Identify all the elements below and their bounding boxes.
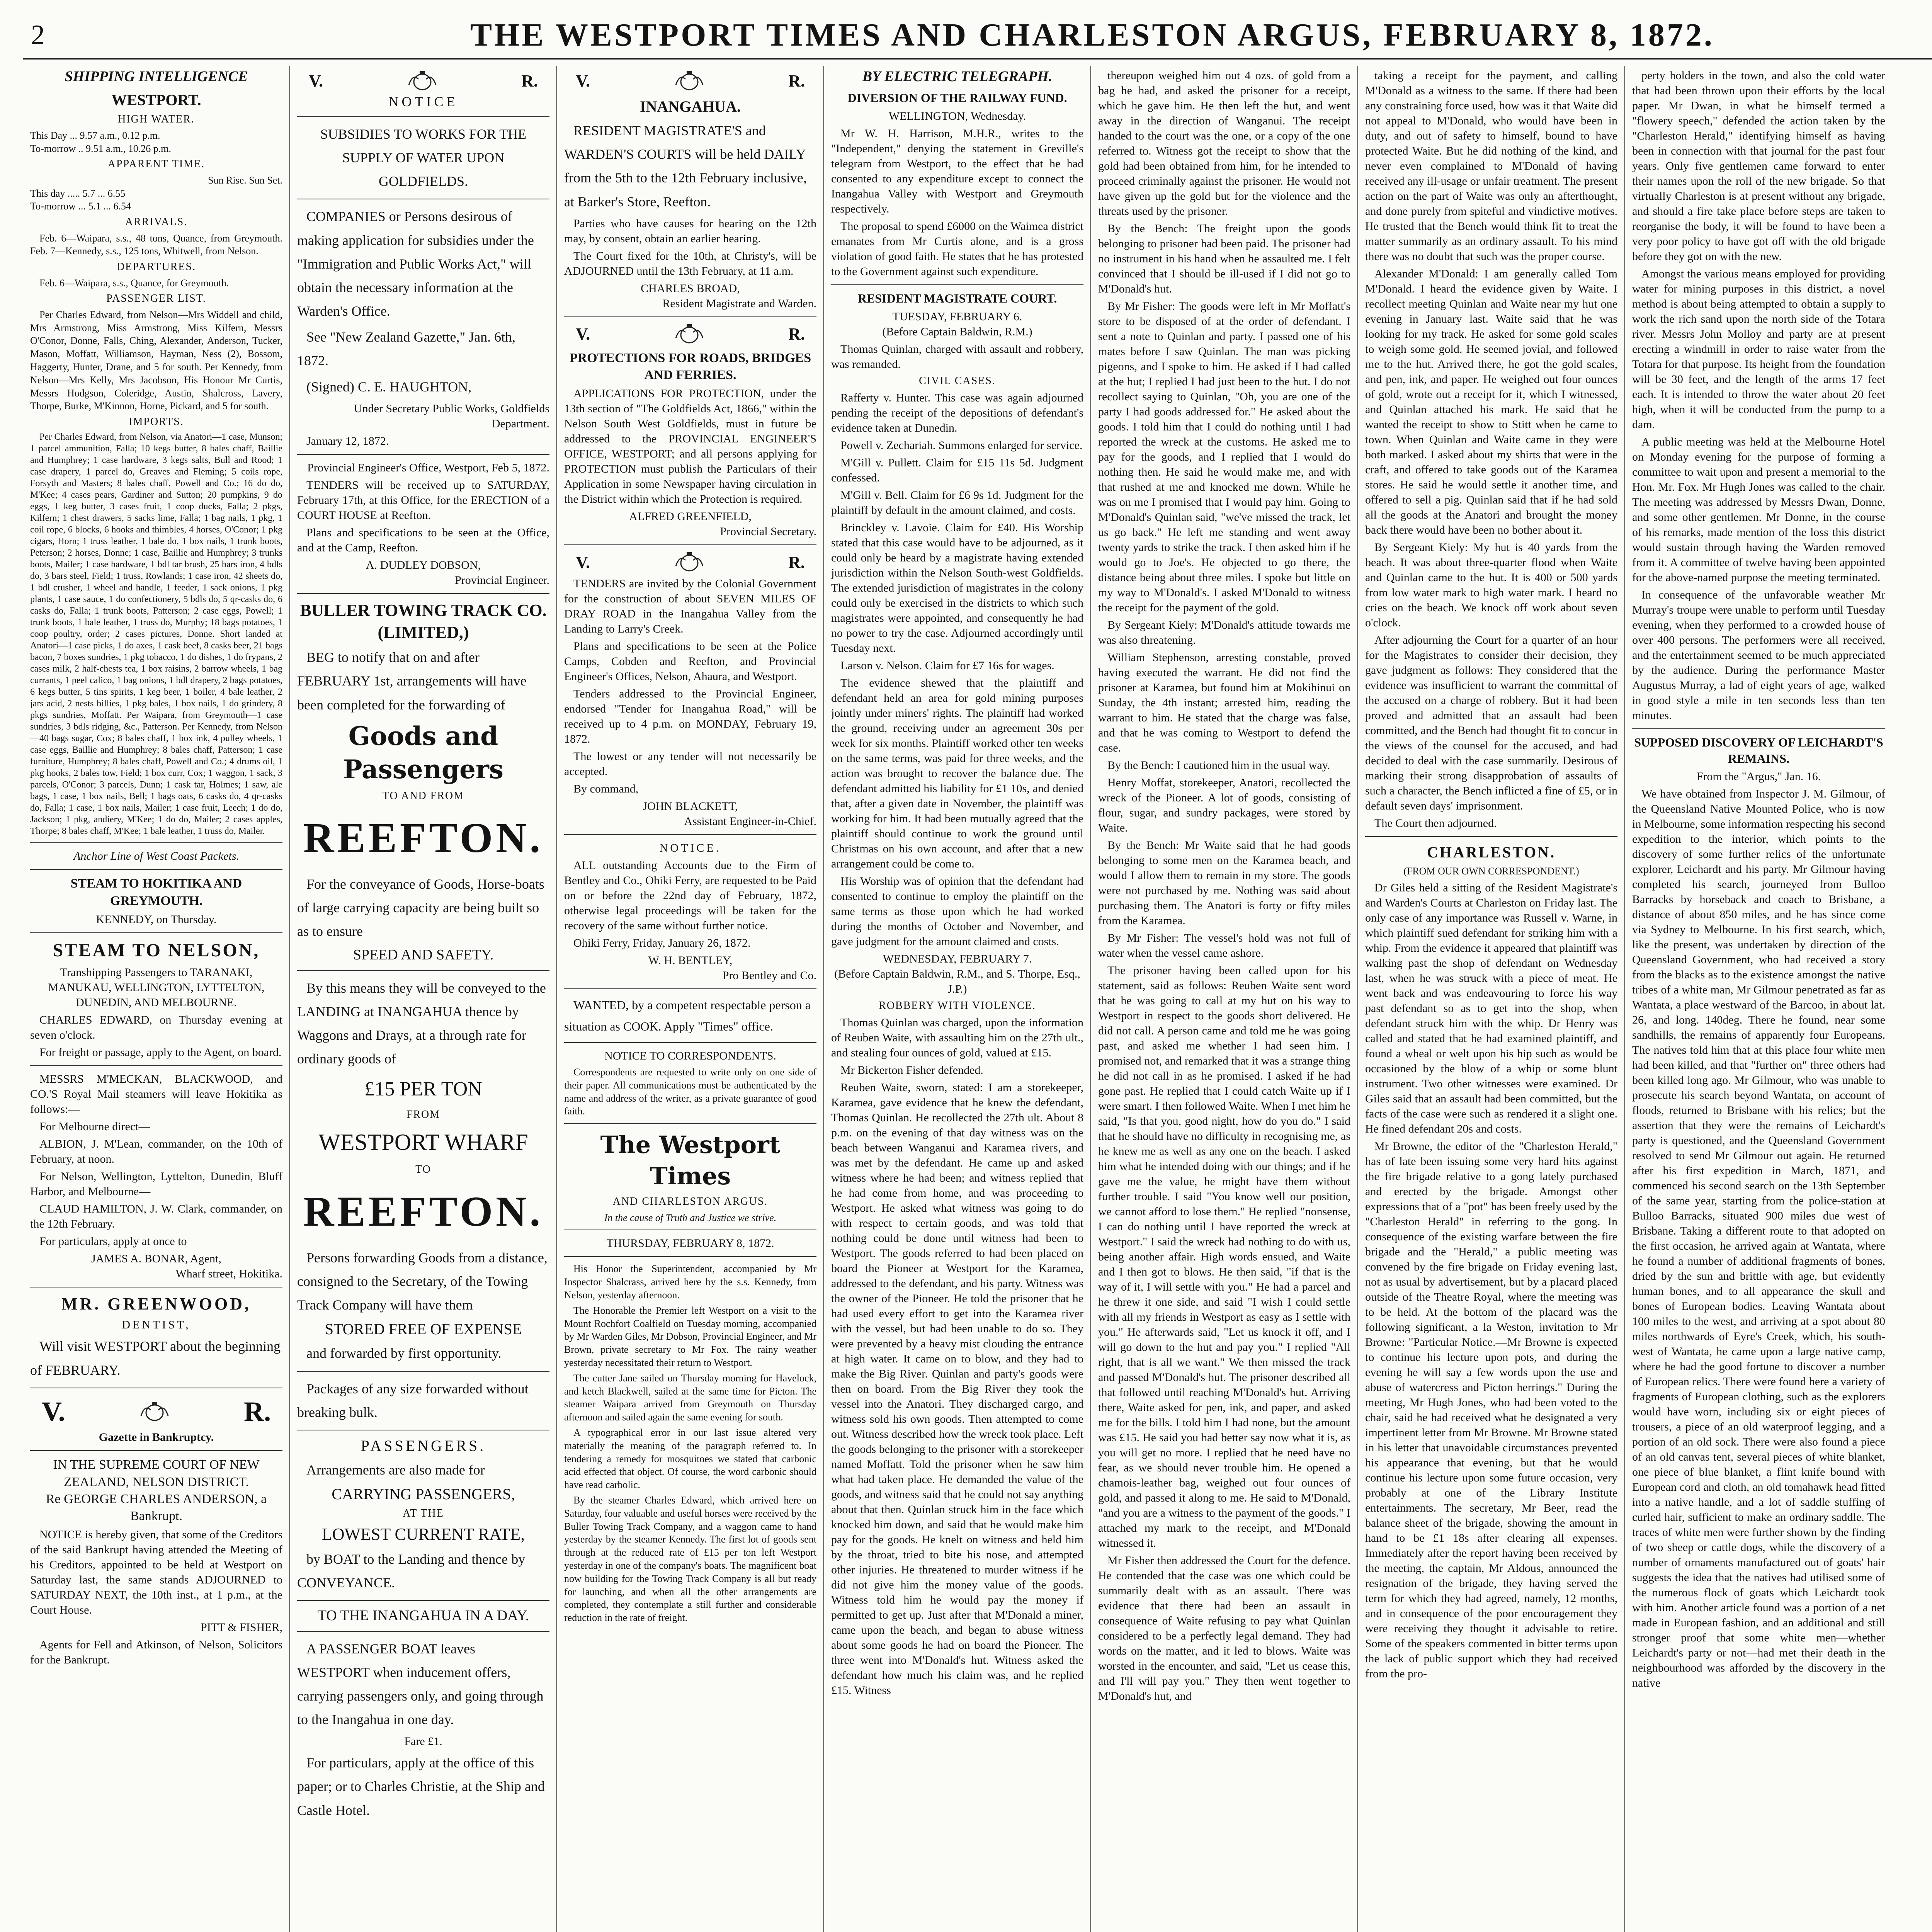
notice-heading: NOTICE <box>388 94 458 109</box>
royal-crest-banner <box>576 70 805 93</box>
wanted-ad: WANTED, by a competent respectable person a situation as COOK. Apply "Times" office. <box>564 998 811 1033</box>
r-letter: R. <box>244 1396 271 1427</box>
divider <box>564 1256 816 1257</box>
divider <box>30 842 282 843</box>
passengers-heading: PASSENGERS. <box>361 1437 486 1454</box>
leichardt-paragraph: We have obtained from Inspector J. M. Gilmour, of the Queensland Native Mounted Police, who is now in Melbourne, some information respecting his second expedition to the interior, which points to the discovery of some further relics of the unfortunate explorer, Leichardt and his party. Mr Gilmour having completed his search, journeyed from Bulloo Barracks by horseback and coach to Brisbane, a distance of about 850 miles, and he has since come via Sydney to Melbourne. In his first search, which, like the present, was undertaken by direction of the Queensland Government, who had received a story from the blacks as to the existence amongst the native tribes of a white man, Mr Gilmour penetrated as far as Wantata, a place westward of the Barcoo, in about lat. 26, and long. 140deg. There he found, near some sandhills, the remains of apparently four Europeans. The natives told him that at this place four white men had been killed, and that "further on" three others had been killed long ago. Mr Gilmour, who was unable to prosecute his search beyond Wantata, on account of floods, returned to Brisbane with his relics; but the assertion that they were the remains of Leichardt's party is questioned, and the Queensland Government resolved to send Mr Gilmour out again. He returned after his first expedition in March, 1871, and commenced his second search on the 13th September of the same year, starting from the police-station at Bulloo Barracks, situated 900 miles due west of Brisbane. Taking a different route to that adopted on the first occasion, he arrived again at Wantata, where he found a number of additional fragments of bones, dried by the sun and brittle with age, but evidently human bones, and to all appearance the skull and bones of European bodies. Leaving Wantata about 100 miles to the west, and arriving at a spot about 80 miles northwards of Eyre's Creek, which, his south-west of Wantata, he came upon a large native camp, where he had the good fortune to discover a number of European relics. There were found here a variety of fragments of European clothing, such as the explorers would have worn, including six or eight pieces of trousers, a piece of an old waterproof legging, and a portion of an old sock. There were also found a piece of an old canvas tent, several pieces of white blanket, one piece of blue blanket, a flint knife bound with European cord and cloth, an old tomahawk head fitted into a native handle, and a lot of saddle stuffing of curled hair, sufficient to make an ordinary saddle. The traces of white men were further shown by the finding of two sheep or cattle dogs, while the discovery of a number of ornaments manufactured out of goats' hair suggests the idea that the natives had utilised some of the numerous flock of goats which Leichardt took with him. Another article found was a portion of a net made in European fashion, and an additional and still stronger proof that some white men—whether Leichardt's party or not—had met their death in the neighbourhood was afforded by the discovery in the native <box>1632 787 1885 1690</box>
blackett-name: JOHN BLACKETT, <box>643 800 738 813</box>
by-boat-text: by BOAT to the Landing and thence by CONVEYANCE. <box>297 1551 526 1590</box>
court-report: By Mr Fisher: The vessel's hold was not full of water when the vessel came ashore. <box>1098 932 1350 959</box>
agent-address: Wharf street, Hokitika. <box>175 1267 282 1281</box>
reefton-heading-2: REEFTON. <box>303 1187 544 1235</box>
passenger-list-heading: PASSENGER LIST. <box>106 293 206 305</box>
apparent-time-heading: APPARENT TIME. <box>107 158 205 170</box>
court-report: The prisoner having been called upon for his statement, said as follows: Reuben Waite sent word that he was going to call at my hut on his way to Westport in respect to the goods short delivered. He did not call. A person came and told me he was going past, and asked me whether I had seen him. I promised not, and remarked that it was a strange thing he did not call in as he promised. I asked if he had gone past. He replied that I could catch Waite up if I were smart. I then followed Waite. When I met him he said, "Is that you, good night, how do you do." I said that he should have no difficulty in recognising me, as he knew me as well as any one on the beach. I asked him what he intended doing with our things; and if he gave me the value, he might have them without further trouble. I said "You know well our position, we cannot afford to lose them." He replied "nonsense, I can do nothing until I have reported the wreck at Westport." I said the wreck had nothing to do with us, being another affair. High words ensued, and Waite and I then got to blows. He then said, "if that is the way of it, I will settle with you." He had a parcel and he threw it one side, and said "I wish I could settle with all my friends in Westport as easy as I settle with you." He afterwards said, "Let us knock it off, and I will go down to the hut and pay you." I replied "All right, that is all we want." We then missed the track and passed M'Donald's hut. The prisoner described all that followed until reaching M'Donald's hut. Arriving there, Waite asked for pen, ink, and paper, and asked me for the bills. I told him I had none, but the amount was £15. He said you had better say now what it is, as you will get no more. I replied that he need have no fear, as we should never trouble him. He opened a chamois-leather bag, weighed out four ounces of gold, and passed it along to me. He said to M'Donald, "and you are a witness to the payment of the goods." I attached my mark to the receipt, and M'Donald witnessed it. <box>1098 964 1350 1549</box>
civil-cases-heading: CIVIL CASES. <box>919 374 996 387</box>
divider <box>297 1371 549 1372</box>
sun-today: This day ..... 5.7 ... 6.55 <box>30 187 126 199</box>
editorial-paragraph: The cutter Jane sailed on Thursday morning for Havelock, and ketch Blackwell, sailed at the same time for Picton. The steamer Waipara arrived from Greymouth on Thursday afternoon and sailed again the same evening for south. <box>564 1372 816 1423</box>
court-bench: (Before Captain Baldwin, R.M.) <box>882 325 1032 338</box>
fare: Fare £1. <box>404 1735 442 1748</box>
telegraph-paragraph: Mr W. H. Harrison, M.H.R., writes to the "Independent," denying the statement in Greville's telegram from Westport, to the effect that he had consented to any expenditure except to connect the Inangahua Valley with Westport and Greymouth respectively. <box>831 127 1083 215</box>
v-letter: V. <box>576 553 590 572</box>
court-report: Mr Bickerton Fisher defended. <box>840 1064 983 1077</box>
charleston-paragraph: Dr Giles held a sitting of the Resident Magistrate's and Warden's Courts at Charleston on Friday last. The only case of any importance was Russell v. Warne, in which plaintiff sued defendant for striking him with a whip. From the evidence it appeared that plaintiff was walking past the shop of defendant on Wednesday last, when he was struck with a piece of meat. He went back and was endeavouring to force his way past defendant so as to get into the shop, when defendant struck him with the whip. Dr Henry was called and stated that he had examined plaintiff, and found a wheal or welt upon his hip such as would be occasioned by the blow of a whip or some blunt instrument. Two other witnesses were examined. Dr Giles said that an assault had been committed, but the facts of the case were such as rendered it a slight one. He fined defendant 20s and costs. <box>1365 881 1617 1135</box>
by-command: By command, <box>573 782 639 796</box>
divider <box>564 834 816 835</box>
broad-name: CHARLES BROAD, <box>641 282 740 295</box>
speed-safety: SPEED AND SAFETY. <box>353 947 494 963</box>
divider <box>1632 728 1885 729</box>
column-court-continued <box>1091 66 1358 1932</box>
greenfield-name: ALFRED GREENFIELD, <box>629 510 752 523</box>
paper-subtitle: AND CHARLESTON ARGUS. <box>612 1196 768 1208</box>
bankruptcy-notice: NOTICE is hereby given, that some of the Creditors of the said Bankrupt having attended the Meeting of his Creditors, appointed to be held at Westport on Saturday last, the same stands ADJOURNED to SATURDAY NEXT, the 10th inst., at 1 p.m., at the Court House. <box>30 1528 282 1617</box>
court-house-tenders: TENDERS will be received up to SATURDAY, February 17th, at this Office, for the ERECTION of a COURT HOUSE at Reefton. <box>297 478 549 522</box>
divider <box>564 544 816 545</box>
divider <box>297 593 549 594</box>
departures-heading: DEPARTURES. <box>116 261 196 273</box>
passenger-list-text: Per Charles Edward, from Nelson—Mrs Widdell and child, Mrs Armstrong, Miss Armstrong, Miss Kilfern, Messrs O'Conor, Donne, Falls, Ching, Alexander, Anderson, Tucker, Mason, Moffatt, Williamson, Hayman, Ness (2), Bossom, Haggerty, Hunter, Drane, and 5 for south. Per Kennedy, from Nelson—Mrs Kelly, Mrs Jacobson, His Honour Mr Curtis, Messrs Hodgson, Coleridge, Austin, Shalcross, Lavery, Thorpe, Burke, M'Kinnon, Horne, Pickard, and 5 for south. <box>30 309 282 412</box>
court-report: By Mr Fisher: The goods were left in Mr Moffatt's store to be disposed of at the order of defendant. I sent a note to Quinlan and party. I passed one of his mates before I saw Quinlan. The man was picking pigeons, and I spoke to him. He asked if I had called at the hut; I replied I had just been to the hut. I do not recollect saying to Quinlan, "Oh, you are one of the party I had goods addressed for." He asked about the goods. I told him that I could do nothing until I had reported the wreck at the customs. He asked me to pay for the goods, and I replied that I would do nothing then. He said he would make me, and with that rushed at me and knocked me down. While he was on me I promised that I would pay him. Going to M'Donald's Quinlan said, "we've missed the track, let us go back." He left me standing and went away twenty yards to strike the track. I then asked him if he would go to Joe's. He objected to go there, the distance being about three miles. I spoke but little on my way to M'Donald's. I asked M'Donald to witness the receipt for the payment of the gold. <box>1098 300 1350 614</box>
court-report: M'Gill v. Bell. Claim for £6 9s 1d. Judgment for the plaintiff by default in the amount claimed, and costs. <box>831 488 1083 517</box>
robbery-heading: ROBBERY WITH VIOLENCE. <box>879 999 1036 1012</box>
engineer-office: Provincial Engineer's Office, Westport, Feb 5, 1872. <box>307 461 549 474</box>
stored-free: STORED FREE OF EXPENSE <box>325 1320 522 1338</box>
section-shipping-intelligence: SHIPPING INTELLIGENCE <box>65 68 248 85</box>
applications-text: APPLICATIONS FOR PROTECTION, under the 13th section of "The Goldfields Act, 1866," within the Nelson South West Goldfields, must in future be addressed to the PROVINCIAL ENGINEER'S OFFICE, WESTPORT; and all persons applying for PROTECTION must publish the Particulars of their Application in some Newspaper having circulation in the District within which the Protection is required. <box>564 387 816 506</box>
signed-by: (Signed) C. E. HAUGHTON, <box>306 379 472 395</box>
paper-nameplate: The Westport Times <box>600 1131 781 1190</box>
divider <box>831 284 1083 285</box>
r-letter: R. <box>788 71 805 91</box>
editorial-paragraph: His Honor the Superintendent, accompanied by Mr Inspector Shalcrass, arrived here by the s.s. Kennedy, from Nelson, yesterday afternoon. <box>564 1263 816 1301</box>
plans-text: Plans and specifications to be seen at the Office, and at the Camp, Reefton. <box>297 526 549 554</box>
imports-text: Per Charles Edward, from Nelson, via Anatori—1 case, Munson; 1 parcel ammunition, Falla; 10 kegs butter, 8 bales chaff, Baillie and Humphrey; 1 case hardware, 3 kegs salts, Bull and Rood; 1 case drapery, 1 parcel do, Greaves and Fleming; 5 coils rope, Forsyth and Masters; 8 bales chaff, Powell and Co.; 16 do do, M'Kee; 4 cases pears, Gardiner and Sutton; 20 pumpkins, 9 do eggs, 1 keg butter, 3 cases fruit, 1 coop ducks, Falla; 2 pkgs, Kilfern; 1 chest drawers, 5 sacks lime, Falla; 1 bag nails, 1 pkg, 1 coil rope, 6 blocks, 6 hooks and thimbles, 4 horses, O'Conor; 1 pkg cigars, Horn; 1 truss leather, 1 bale do, 1 box nails, 1 trunk boots, Peterson; 2 horses, Donne; 1 case, Baillie and Humphrey; 3 trunks boots, Mailer; 1 case hardware, 1 bdl tar brush, 25 bars iron, 4 bdls do, 3 bars steel, Field; 1 truss, Rowlands; 1 case iron, 42 sheets do, 1 bdl crusher, 1 wheel and handle, 1 feeder, 1 sack onions, 1 pkg plants, 1 case sauce, 1 do confectionery, 5 bdls do, 5 qr-casks do, 6 casks do, Falla; 1 trunk boots, Patterson; 2 case eggs, Powell; 1 trunk boots, 1 bale leather, 1 truss do, Murphy; 18 bags potatoes, 1 coop poultry, order; 2 cases pictures, Donne. Short landed at Anatori—1 case picks, 1 do axes, 1 cask beef, 8 casks beer, 21 bags bacon, 7 boxes sundries, 1 pkg tobacco, 1 do dishes, 1 do frypans, 2 cases milk, 2 half-chests tea, 1 box raisins, 2 barrow wheels, 1 bag currants, 1 peel calico, 1 bag onions, 1 bdl drapery, 2 bags potatoes, 6 kegs butter, 5 tins spirits, 1 keg beer, 1 boiler, 4 bale leather, 2 jars acid, 2 nests billies, 1 pkg bales, 1 box nails, 1 do grindery, 8 pkgs sundries, Moffatt. Per Waipara, from Greymouth—1 case sundries, 3 bdls ridging, &c., Patterson. Per Kennedy, from Nelson—40 bags sugar, Cox; 8 bales chaff, 1 box ink, 4 pulley wheels, 1 case eggs, Baillie and Humphrey; 8 bales chaff, Patterson; 1 case furniture, Humphrey; 8 bales chaff, Powell and Co.; 4 drums oil, 1 pkg hooks, 2 bales tow, Field; 1 box curr, Cox; 1 waggon, 1 sack, 3 parcels, O'Conor; 3 parcels, Dunn; 1 cask tar, Holmes; 1 saw, ale bags, 1 case, 1 box nails, Bell; 1 bags oats, 6 casks do, 4 qr-casks do, Falla; 1 case, 1 box nails, Mailer; 1 case fruit, Leech; 1 do do, Jackson; 1 pkg, andiery, M'Kee; 1 do do, Mailer; 2 cases apples, Thorpe; 8 bales chaff, M'Kee; 1 bale leather, 1 truss do, Mailer. <box>30 432 282 837</box>
electric-telegraph-heading: BY ELECTRIC TELEGRAPH. <box>862 68 1053 85</box>
divider <box>30 869 282 870</box>
divider <box>297 116 549 117</box>
broad-title: Resident Magistrate and Warden. <box>662 297 816 310</box>
court-report: Larson v. Nelson. Claim for £7 16s for wages. <box>840 659 1054 672</box>
correspondents-text: Correspondents are requested to write only on one side of their paper. All communications must be authenticated by the name and address of the writer, as a private guarantee of good faith. <box>564 1066 816 1117</box>
column-charleston <box>1358 66 1625 1932</box>
divider <box>30 1065 282 1066</box>
arrivals-text: Feb. 6—Waipara, s.s., 48 tons, Quance, from Greymouth. Feb. 7—Kennedy, s.s., 125 tons, Whitwell, from Nelson. <box>30 232 282 257</box>
railway-fund-heading: DIVERSION OF THE RAILWAY FUND. <box>847 91 1067 105</box>
inangahua-heading: INANGAHUA. <box>639 98 741 115</box>
charleston-paragraph: A public meeting was held at the Melbourne Hotel on Monday evening for the purpose of forming a committee to wait upon and present a memorial to the Hon. Mr. Fox. Mr Hugh Jones was called to the chair. The meeting was addressed by Messrs Dwan, Donne, and some other gentlemen. Mr Donne, in the course of his remarks, made mention of the loss this district would sustain through having the Warden removed from it. A committee of twelve having been appointed for the above-named purpose the meeting terminated. <box>1632 435 1885 584</box>
particulars-text: For particulars, apply at the office of this paper; or to Charles Christie, at the Ship and Castle Hotel. <box>297 1755 545 1818</box>
at-the: AT THE <box>403 1507 444 1520</box>
court-report: His Worship was of opinion that the defendant had consented to continue to employ the plaintiff on the same terms as those upon which he had worked during the months of October and November, and gave judgment for the amount claimed and costs. <box>831 874 1083 948</box>
v-letter: V. <box>42 1396 65 1427</box>
court-report: By Sergeant Kiely: My hut is 40 yards from the beach. It was about three-quarter flood when Waite and Quinlan came to the hut. It is 400 or 500 yards from low water mark to high water mark. I heard no cries on the beach. We knock off work about seven o'clock. <box>1365 541 1617 629</box>
gazette-heading: Gazette in Bankruptcy. <box>99 1431 214 1444</box>
notice-heading: NOTICE. <box>659 842 721 855</box>
column-notices <box>290 66 557 1932</box>
royal-crest-icon <box>137 1400 172 1423</box>
court-heading: IN THE SUPREME COURT OF NEW ZEALAND, NELSON DISTRICT. <box>53 1458 260 1489</box>
solicitors-name: PITT & FISHER, <box>201 1621 282 1634</box>
court-report: The Court then adjourned. <box>1374 817 1497 830</box>
correspondents-heading: NOTICE TO CORRESPONDENTS. <box>604 1049 776 1062</box>
dobson-name: A. DUDLEY DOBSON, <box>366 558 481 571</box>
place-heading: WESTPORT. <box>111 91 201 109</box>
court-report: Mr Fisher then addressed the Court for the defence. He contended that the case was one which could be summarily dealt with as an assault. There was evidence that there had been an assault in consequence of Waite refusing to pay what Quinlan considered to be a perfectly legal demand. They had words on the matter, and it led to blows. Waite was worsted in the encounter, and said, "Let us cease this, and I'll will pay you." They then went together to M'Donald's hut, and <box>1098 1554 1350 1702</box>
dateline: WELLINGTON, Wednesday. <box>888 109 1026 122</box>
royal-crest-icon <box>672 70 707 93</box>
court-report: Alexander M'Donald: I am generally called Tom M'Donald. I heard the evidence given by Waite. I recollect meeting Quinlan and Waite near my hut one evening in January last. Waite said that he was looking for my track. He asked for some gold scales to weigh some gold. He seemed jovial, and followed me to the hut. Arrived there, he got the gold scales, and pen, ink, and paper. He weighed out four ounces of gold, wrote out a receipt for it, which I witnessed, and Quinlan attached his mark. He said that he wanted the receipt to show to Stitt when he came to town. When Quinlan and Waite came in they were both marked. I asked about my shirts that were in the craft, and offered to take goods out of the Karamea stores. He said he would settle it another time, and offered to sell a pig. Quinlan said that if he had sold all the goods at the Anatori and brought the money back there would have been no bother about it. <box>1365 267 1617 536</box>
divider <box>564 1042 816 1043</box>
solicitors-text: Agents for Fell and Atkinson, of Nelson, Solicitors for the Bankrupt. <box>30 1638 282 1667</box>
charles-edward-sailing: CHARLES EDWARD, on Thursday evening at seven o'clock. <box>30 1014 282 1042</box>
v-letter: V. <box>576 325 590 344</box>
royal-crest-banner <box>42 1394 271 1430</box>
court-date: TUESDAY, FEBRUARY 6. <box>892 310 1022 323</box>
v-letter: V. <box>576 71 590 91</box>
price-per-ton: £15 PER TON <box>364 1078 482 1100</box>
telegraph-paragraph: The proposal to spend £6000 on the Waimea district emanates from Mr Curtis alone, and is a gross violation of good faith. He states that he has protested to the Government against such expenditure. <box>831 219 1083 278</box>
column-leichardt <box>1625 66 1892 1932</box>
mckean-notice: MESSRS M'MECKAN, BLACKWOOD, and CO.'S Royal Mail steamers will leave Hokitika as follows:— <box>30 1073 282 1116</box>
blackett-title: Assistant Engineer-in-Chief. <box>684 815 816 828</box>
argus-source: From the "Argus," Jan. 16. <box>1696 770 1821 783</box>
visit-text: Will visit WESTPORT about the beginning of FEBRUARY. <box>30 1338 281 1378</box>
conveyance-text: For the conveyance of Goods, Horse-boats of large carrying capacity are being built so as to ensure <box>297 876 544 939</box>
accounts-notice: ALL outstanding Accounts due to the Firm of Bentley and Co., Ohiki Ferry, are requested to be Paid on or before the 22nd day of February, 1872, otherwise legal proceedings will be taken for the recovery of the same without further notice. <box>564 859 816 932</box>
court-report: thereupon weighed him out 4 ozs. of gold from a bag he had, and asked the prisoner for a receipt, which he gave him. He then left the hut, and went away in the direction of Wanganui. The receipt handed to the court was the one, or a copy of the one referred to. Witness got the receipt to show that the gold had been obtained from him, for he intended to proceed criminally against the prisoner. He would not have given up the gold but for the violence and the threats used by the prisoner. <box>1098 69 1350 218</box>
court-report: By Sergeant Kiely: M'Donald's attitude towards me was also threatening. <box>1098 619 1350 646</box>
court-report: After adjourning the Court for a quarter of an hour for the Magistrates to consider their decision, they gave judgment as follows: They considered that the evidence was insufficient to warrant the committal of the accused on a charge of robbery. But it had been proved and admitted that an assault had been committed, and the Bench had thought fit to concur in the views of the counsel for the accused, and had decided to deal with the case summarily. Desirous of marking their strong disapprobation of assaults of such a character, the Bench inflicted a fine of £5, or in default seven days' imprisonment. <box>1365 634 1617 812</box>
means-text: By this means they will be conveyed to the LANDING at INANGAHUA thence by Waggons and Drays, at a through rate for ordinary goods of <box>297 980 546 1067</box>
court-report: taking a receipt for the payment, and calling M'Donald as a witness to the same. If there had been any constraining force used, how was it that Waite did not appeal to M'Donald, who would have been in duty, and out of safety to himself, bound to have protected Waite. But he did nothing of the kind, and never even complained to M'Donald of having received any ill-usage or unfair treatment. The present action on the part of Waite was only an afterthought, and done purely from spiteful and vindictive motives. He trusted that the Bench would think fit to treat the matter summarily as an ordinary assault. To his mind there was no doubt that such was the proper course. <box>1365 69 1617 263</box>
high-water-today: This Day ... 9.57 a.m., 0.12 p.m. <box>30 129 160 141</box>
editorial-paragraph: By the steamer Charles Edward, which arrived here on Saturday, four valuable and useful horses were received by the Buller Towing Track Company, and a waggon came to hand yesterday by the steamer Kennedy. The first lot of goods sent through at the reduced rate of £15 per ton left Westport yesterday in one of the company's boats. The magnificent boat now building for the Towing Track Company is all but ready for launching, and when all the other arrangements are completed, they contemplate a still further and considerable reduction in the rate of freight. <box>564 1495 816 1624</box>
greenfield-title: Provincial Secretary. <box>720 525 816 538</box>
dray-road-plans: Plans and specifications to be seen at the Police Camps, Cobden and Reefton, and Provincial Engineer's Offices, Nelson, Ahaura, and Westport. <box>564 640 816 683</box>
ohiki-date: Ohiki Ferry, Friday, January 26, 1872. <box>573 937 751 950</box>
court-report: By the Bench: Mr Waite said that he had goods belonging to some men on the Karamea beach, and would I allow them to remain in my store. The goods were not purchased by me. Nothing was said about purchasing them. The Anatori is forty or fifty miles from the Karamea. <box>1098 839 1350 927</box>
greenwood-heading: MR. GREENWOOD, <box>61 1294 251 1314</box>
lowest-tender: The lowest or any tender will not necessarily be accepted. <box>564 750 816 778</box>
divider <box>1365 836 1617 837</box>
rm-court-heading: RESIDENT MAGISTRATE COURT. <box>857 291 1057 305</box>
royal-crest-banner <box>576 323 805 346</box>
subsidies-heading: SUBSIDIES TO WORKS FOR THE SUPPLY OF WATER UPON GOLDFIELDS. <box>320 126 527 189</box>
court-report: Henry Moffat, storekeeper, Anatori, recollected the wreck of the Pioneer. A lot of goods, consisting of flour, sugar, and sundry packages, were stored by Waite. <box>1098 776 1350 834</box>
own-correspondent: (FROM OUR OWN CORRESPONDENT.) <box>1403 866 1579 877</box>
divider <box>297 970 549 971</box>
court-date: WEDNESDAY, FEBRUARY 7. <box>883 952 1032 965</box>
bentley-name: W. H. BENTLEY, <box>648 954 733 967</box>
charleston-paragraph: Mr Browne, the editor of the "Charleston Herald," has of late been issuing some very hard hits against the fire brigade relative to a gong lately purchased and erected by the brigade. Amongst other expressions that of a "pot" has been freely used by the "Charleston Herald" in referring to the gong. In consequence of the existing warfare between the fire brigade and the "Herald," a public meeting was convened by the fire brigade on Friday evening last, not as usual by advertisement, but by a placard placed outside of the Theatre Royal, where the meeting was to be held. At the bottom of the placard was the following significant, a la Weston, invitation to Mr Browne: "Particular Notice.—Mr Browne is expected to continue his lecture upon pots, and during the evening he will say a few words upon the use and abuse of watercress and Picton herrings." During the meeting, Mr Hugh Jones, who had been voted to the chair, said he had received what he designated a very impertinent letter from Mr Browne. Mr Browne stated in his letter that unavoidable circumstances prevented his appearance that evening, but that he would continue his lecture upon some future occasion, very probably at one of the Library Institute entertainments. The secretary, Mr Beer, read the balance sheet of the brigade, showing the amount in hand to be £1 18s after clearing all expenses. Immediately after the report having been received by the meeting, the captain, Mr Aldous, announced the resignation of the brigade, they having served the term for which they had agreed, namely, 12 months, and in consequence of the poor encouragement they were receiving they thought it advisable to retire. Some of the speakers commented in bitter terms upon the lack of public support which they had received from the pro- <box>1365 1139 1617 1680</box>
charleston-paragraph: perty holders in the town, and also the cold water that had been thrown upon their efforts by the local paper. Mr Dwan, in what he himself termed a "flowery speech," defended the action taken by the "Charleston Herald," identifying himself as having been in connection with that journal for the past four years. Only five gentlemen came forward to enter their names upon the roll of the new brigade. So that virtually Charleston is at present without any brigade, and should a fire take place before steps are taken to reorganise the body, it will be found to have been a very poor policy to have got off with the old brigade before they got on with the new. <box>1632 69 1885 263</box>
column-telegraph <box>824 66 1091 1932</box>
court-report: Powell v. Zechariah. Summons enlarged for service. <box>840 439 1083 452</box>
r-letter: R. <box>788 325 805 344</box>
steam-hokitika: STEAM TO HOKITIKA AND GREYMOUTH. <box>70 876 242 908</box>
court-report: Thomas Quinlan was charged, upon the information of Reuben Waite, with assaulting him on the 27th ult., and stealing four ounces of gold, valued at £15. <box>831 1016 1083 1060</box>
to-label: TO <box>415 1163 431 1176</box>
masthead <box>23 12 1932 60</box>
divider <box>297 1600 549 1601</box>
royal-crest-icon <box>672 551 707 574</box>
royal-crest-icon <box>672 323 707 346</box>
lowest-rate: LOWEST CURRENT RATE, <box>321 1524 525 1544</box>
court-report: Thomas Quinlan, charged with assault and robbery, was remanded. <box>831 342 1083 371</box>
melbourne-heading: For Melbourne direct— <box>39 1120 150 1133</box>
forwarded-text: and forwarded by first opportunity. <box>306 1345 502 1361</box>
divider <box>30 1450 282 1451</box>
from-label: FROM <box>406 1109 440 1121</box>
high-water-heading: HIGH WATER. <box>118 113 195 126</box>
forwarding-text: Persons forwarding Goods from a distance, consigned to the Secretary, of the Towing Track Company will have them <box>297 1250 548 1313</box>
steam-nelson: STEAM TO NELSON, <box>53 940 260 961</box>
agent-name: JAMES A. BONAR, Agent, <box>91 1252 221 1265</box>
protections-heading: PROTECTIONS FOR ROADS, BRIDGES AND FERRIES. <box>569 350 811 382</box>
departures-text: Feb. 6—Waipara, s.s., Quance, for Greymouth. <box>39 277 229 289</box>
court-report: By the Bench: The freight upon the goods belonging to prisoner had been paid. The prisoner had no instrument in his hand when he assaulted me. I felt convinced that I should be ill-used if I did not go to M'Donald's hut. <box>1098 222 1350 295</box>
v-letter: V. <box>309 71 323 91</box>
sun-header: Sun Rise. Sun Set. <box>208 174 282 186</box>
goods-passengers-heading: Goods and Passengers <box>343 721 503 784</box>
issue-date: THURSDAY, FEBRUARY 8, 1872. <box>606 1237 774 1250</box>
passenger-boat-text: A PASSENGER BOAT leaves WESTPORT when inducement offers, carrying passengers only, and going through to the Inangahua in one day. <box>297 1641 544 1728</box>
leichardt-heading: SUPPOSED DISCOVERY OF LEICHARDT'S REMAINS. <box>1634 735 1883 765</box>
court-report: Rafferty v. Hunter. This case was again adjourned pending the receipt of the depositions of defendant's evidence taken at Dunedin. <box>831 391 1083 434</box>
bankrupt-name: Re GEORGE CHARLES ANDERSON, a Bankrupt. <box>46 1492 267 1523</box>
royal-crest-icon <box>405 70 440 93</box>
court-report: William Stephenson, arresting constable, proved having executed the warrant. He did not find the prisoner at Karamea, but found him at Mokihinui on Sunday, the 4th instant; arrested him, reading the warrant to him. He stated that the charge was false, and that he was coming to Westport to defend the case. <box>1098 651 1350 754</box>
divider <box>564 1123 816 1124</box>
editorial-paragraph: A typographical error in our last issue altered very materially the meaning of the paragraph referred to. In tendering a remedy for mosquitoes we stated that carbonic acid effected that object. Of course, the word carbonic should have read carbolic. <box>564 1427 816 1491</box>
r-letter: R. <box>788 553 805 572</box>
court-report: Brinckley v. Lavoie. Claim for £40. His Worship stated that this case would have to be adjourned, as it could only be heard by a magistrate having extended jurisdiction within the Nelson South-west Goldfields. The extended jurisdiction of magistrates in the colony could only be exercised in the districts to which such magistrates were appointed, and consequently he had no power to try the case. Adjourned accordingly until Tuesday next. <box>831 521 1083 655</box>
companies-text: COMPANIES or Persons desirous of making application for subsidies under the "Immigration and Public Works Act," will obtain the necessary information at the Warden's Office. <box>297 209 534 319</box>
page-title: THE WESTPORT TIMES AND CHARLESTON ARGUS, FEBRUARY 8, 1872. <box>470 17 1714 53</box>
court-report: The evidence shewed that the plaintiff and defendant held an area for gold mining purposes jointly under miners' rights. The plaintiff had worked the ground, receiving under an agreement 30s per week for six months. Plaintiff worked other ten weeks on the same terms, was paid for three weeks, and the action was brought to recover the balance due. The defendant admitted his liability for £1 10s, and denied that, after a given date in November, the plaintiff was working for him. It had been mutually agreed that the plaintiff should continue to work the ground until Christmas on his own account, and after that a new arrangement could be come to. <box>831 676 1083 870</box>
carrying-passengers: CARRYING PASSENGERS, <box>332 1485 515 1503</box>
arrangements-text: Arrangements are also made for <box>306 1462 485 1478</box>
claud-hamilton-sailing: CLAUD HAMILTON, J. W. Clark, commander, on the 12th February. <box>30 1202 282 1231</box>
westport-wharf: WESTPORT WHARF <box>318 1129 528 1155</box>
dray-road-tenders: TENDERS are invited by the Colonial Government for the construction of about SEVEN MILES OF DRAY ROAD in the Inangahua Valley from the Landing to Larry's Creek. <box>564 577 816 636</box>
royal-crest-banner <box>309 70 538 93</box>
dentist-heading: DENTIST, <box>122 1318 191 1332</box>
column-shipping <box>23 66 290 1932</box>
divider <box>564 316 816 317</box>
high-water-tomorrow: To-morrow .. 9.51 a.m., 10.26 p.m. <box>30 143 172 154</box>
divider <box>297 454 549 455</box>
court-report: By the Bench: I cautioned him in the usual way. <box>1107 759 1330 772</box>
signatory-title: Under Secretary Public Works, Goldfields Department. <box>354 402 549 430</box>
sun-tomorrow: To-morrow ... 5.1 ... 6.54 <box>30 201 131 212</box>
to-and-from: TO AND FROM <box>382 790 464 802</box>
anchor-line-heading: Anchor Line of West Coast Packets. <box>73 850 239 863</box>
parties-text: Parties who have causes for hearing on the 12th may, by consent, obtain an earlier hearing. <box>564 217 816 245</box>
paper-motto: In the cause of Truth and Justice we strive. <box>604 1212 777 1223</box>
page-number: 2 <box>31 19 45 50</box>
imports-heading: IMPORTS. <box>129 416 184 428</box>
dray-road-endorsed: Tenders addressed to the Provincial Engineer, endorsed "Tender for Inangahua Road," will be received up to 4 p.m. on MONDAY, February 19, 1872. <box>564 687 816 746</box>
buller-notice: BEG to notify that on and after FEBRUARY 1st, arrangements will have been completed for the forwarding of <box>297 650 527 713</box>
particulars-apply: For particulars, apply at once to <box>39 1235 187 1248</box>
nelson-list: For Nelson, Wellington, Lyttelton, Dunedin, Bluff Harbor, and Melbourne— <box>30 1170 282 1198</box>
notice-date: January 12, 1872. <box>306 434 389 447</box>
charleston-paragraph: Amongst the various means employed for providing water for mining purposes in this district, a novel method is about being attempted to obtain a supply to work the rich sand upon the north side of the Totara river. Messrs John Molloy and party are at present erecting a windmill in order to raise water from the Totara for that purpose. Its height from the foundation will be 30 feet, and the length of the arms 17 feet each. It is intended to throw the water about 20 feet high, when it will be conducted from the pump to a dam. <box>1632 267 1885 431</box>
reefton-heading: REEFTON. <box>303 814 544 861</box>
court-fixed-text: The Court fixed for the 10th, at Christy's, will be ADJOURNED until the 13th February, at 11 a.m. <box>564 249 816 277</box>
albion-sailing: ALBION, J. M'Lean, commander, on the 10th of February, at noon. <box>30 1138 282 1166</box>
royal-crest-banner <box>576 551 805 574</box>
arrivals-heading: ARRIVALS. <box>125 216 188 228</box>
freight-apply: For freight or passage, apply to the Agent, on board. <box>39 1046 282 1059</box>
column-container <box>23 66 1932 1932</box>
court-report: M'Gill v. Pullett. Claim for £15 11s 5d. Judgment confessed. <box>831 456 1083 484</box>
kennedy-sailing: KENNEDY, on Thursday. <box>96 913 217 926</box>
court-report: Reuben Waite, sworn, stated: I am a storekeeper, Karamea, gave evidence that he knew the defendant, Thomas Quinlan. He recollected the 27th ult. About 8 p.m. on the evening of that day witness was on the beach between Wanganui and Karamea rivers, and was met by the defendant. He came up and asked witness where he had been; and witness replied that he had come from home, and was proceeding to Westport. He asked what witness was going to do with respect to certain goods, and was told that nothing could be done until witness had been to Westport. The goods referred to had been placed on board the Pioneer at Westport for the Karamea, addressed to the defendant, and his party. Witness was the owner of the Pioneer. He told the prisoner that he had used every effort to get into the Karamea river with the vessel, but had been unable to do so. They were prevented by a heavy mist clouding the entrance at high water. It came on to blow, and they had to make the Big River. Quinlan and party's goods were then on board. From the Big River they took the vessel into the Anatori. They discharged cargo, and witness sold his own goods. Then attempted to come out. Witness described how the wreck took place. Left the goods belonging to the prisoner with a storekeeper named Moffatt. Told the prisoner when he saw him what had taken place. He demanded the value of the goods, and witness said that he could not say anything about that then. Quinlan struck him in the face which knocked him down, and said that he would make him pay for the goods. He knelt on witness and held him by the throat, tried to bite his nose, and attempted other injuries. He threatened to murder witness if he did not give him the money value of the goods. Witness told him he would pay the money if permitted to get up. Just after that M'Donald a miner, came upon the beach, and began to abuse witness about some goods he had on board the Pioneer. The three went into M'Donald's hut. Witness asked the defendant how much his claim was, and he replied £15. Witness <box>831 1081 1083 1697</box>
inangahua-day: TO THE INANGAHUA IN A DAY. <box>317 1607 529 1624</box>
dobson-title: Provincial Engineer. <box>455 573 549 587</box>
gazette-reference: See "New Zealand Gazette," Jan. 6th, 1872. <box>297 329 516 369</box>
editorial-paragraph: The Honorable the Premier left Westport on a visit to the Mount Rochfort Coalfield on Tuesday morning, accompanied by Mr Warden Giles, Mr Dobson, Provincial Engineer, and Mr Brown, private secretary to Mr Fox. The rainy weather yesterday necessitated their return to Westport. <box>564 1304 816 1369</box>
column-inangahua <box>557 66 824 1932</box>
divider <box>564 988 816 989</box>
divider <box>297 1631 549 1632</box>
packages-text: Packages of any size forwarded without breaking bulk. <box>297 1381 529 1420</box>
divider <box>30 932 282 933</box>
buller-heading: BULLER TOWING TRACK CO. (LIMITED,) <box>300 600 547 642</box>
court-bench: (Before Captain Baldwin, R.M., and S. Thorpe, Esq., J.P.) <box>834 967 1080 995</box>
charleston-paragraph: In consequence of the unfavorable weather Mr Murray's troupe were unable to perform until Tuesday evening, when they performed to a crowded house of over 400 persons. The performers were all received, and the entertainment seemed to be much appreciated by the audience. During the performance Master Augustus Murray, a lad of eight years of age, walked in good style a mile in ten seconds less than ten minutes. <box>1632 588 1885 722</box>
charleston-heading: CHARLESTON. <box>1427 844 1556 861</box>
r-letter: R. <box>521 71 538 91</box>
resident-court-text: RESIDENT MAGISTRATE'S and WARDEN'S COURTS will be held DAILY from the 5th to the 12th February inclusive, at Barker's Store, Reefton. <box>564 123 807 209</box>
transhipping-text: Transhipping Passengers to TARANAKI, MANUKAU, WELLINGTON, LYTTELTON, DUNEDIN, AND MELBOURNE. <box>48 966 265 1009</box>
bentley-title: Pro Bentley and Co. <box>722 969 816 982</box>
